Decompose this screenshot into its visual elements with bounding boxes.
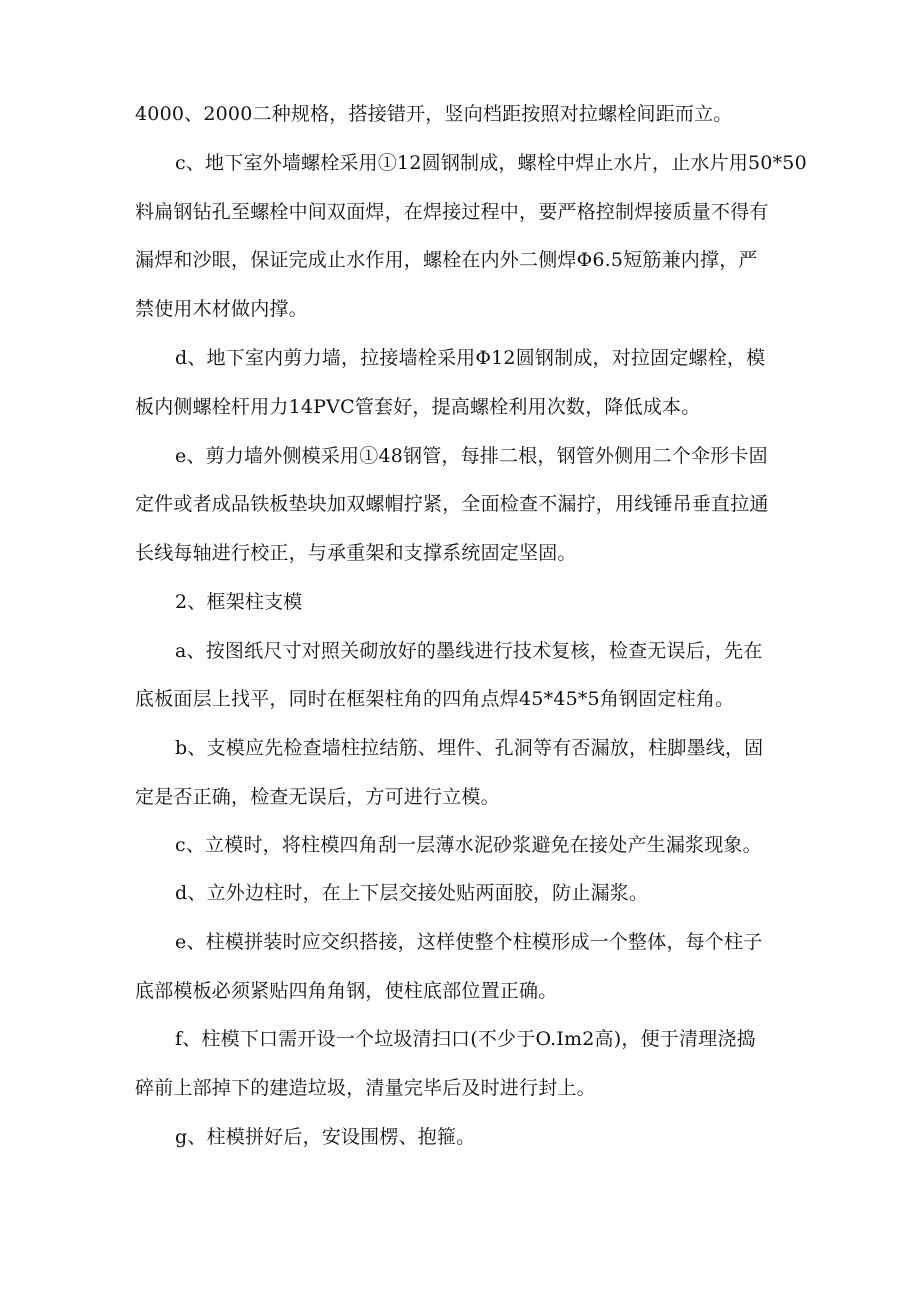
text-line: 禁使用木材做内撑。: [135, 298, 308, 320]
text-line: 定是否正确，检查无误后，方可进行立模。: [135, 786, 500, 808]
text-line: 底板面层上找平，同时在框架柱角的四角点焊45*45*5角钢固定柱角。: [135, 688, 735, 710]
text-line: d、立外边柱时，在上下层交接处贴两面胶，防止漏浆。: [175, 882, 649, 904]
text-line: b、支模应先检查墙柱拉结筋、埋件、孔洞等有否漏放，柱脚墨线，固: [175, 737, 764, 759]
text-line: g、柱模拼好后，安设围楞、抱箍。: [175, 1126, 476, 1148]
text-line: d、地下室内剪力墙，拉接墙栓采用Φ12圆钢制成，对拉固定螺栓，模: [175, 347, 766, 369]
section-heading: 2、框架柱支模: [175, 591, 303, 613]
text-line: e、柱模拼装时应交织搭接，这样使整个柱模形成一个整体，每个柱子: [175, 931, 763, 953]
text-line: 板内侧螺栓杆用力14PVC管套好，提高螺栓利用次数，降低成本。: [135, 396, 701, 418]
text-line: 4000、2000二种规格，搭接错开，竖向档距按照对拉螺栓间距而立。: [135, 103, 733, 125]
text-line: c、立模时，将柱模四角刮一层薄水泥砂浆避免在接处产生漏浆现象。: [175, 834, 762, 856]
text-line: 漏焊和沙眼，保证完成止水作用，螺栓在内外二侧焊Φ6.5短筋兼内撑，严: [135, 249, 758, 271]
text-line: 底部模板必须紧贴四角角钢，使柱底部位置正确。: [135, 980, 558, 1002]
text-line: 定件或者成品铁板垫块加双螺帽拧紧，全面检查不漏拧，用线锤吊垂直拉通: [135, 493, 769, 515]
text-line: f、柱模下口需开设一个垃圾清扫口(不少于O.Im2高)，便于清理浇捣: [175, 1028, 756, 1050]
text-line: 碎前上部掉下的建造垃圾，清量完毕后及时进行封上。: [135, 1077, 596, 1099]
text-line: 料扁钢钻孔至螺栓中间双面焊，在焊接过程中，要严格控制焊接质量不得有: [135, 201, 769, 223]
text-line: e、剪力墙外侧模采用①48钢管，每排二根，钢管外侧用二个伞形卡固: [175, 445, 768, 467]
text-line: c、地下室外墙螺栓采用①12圆钢制成，螺栓中焊止水片，止水片用50*50: [175, 152, 807, 174]
text-line: a、按图纸尺寸对照关砌放好的墨线进行技术复核，检查无误后，先在: [175, 640, 763, 662]
text-line: 长线每轴进行校正，与承重架和支撑系统固定坚固。: [135, 542, 577, 564]
